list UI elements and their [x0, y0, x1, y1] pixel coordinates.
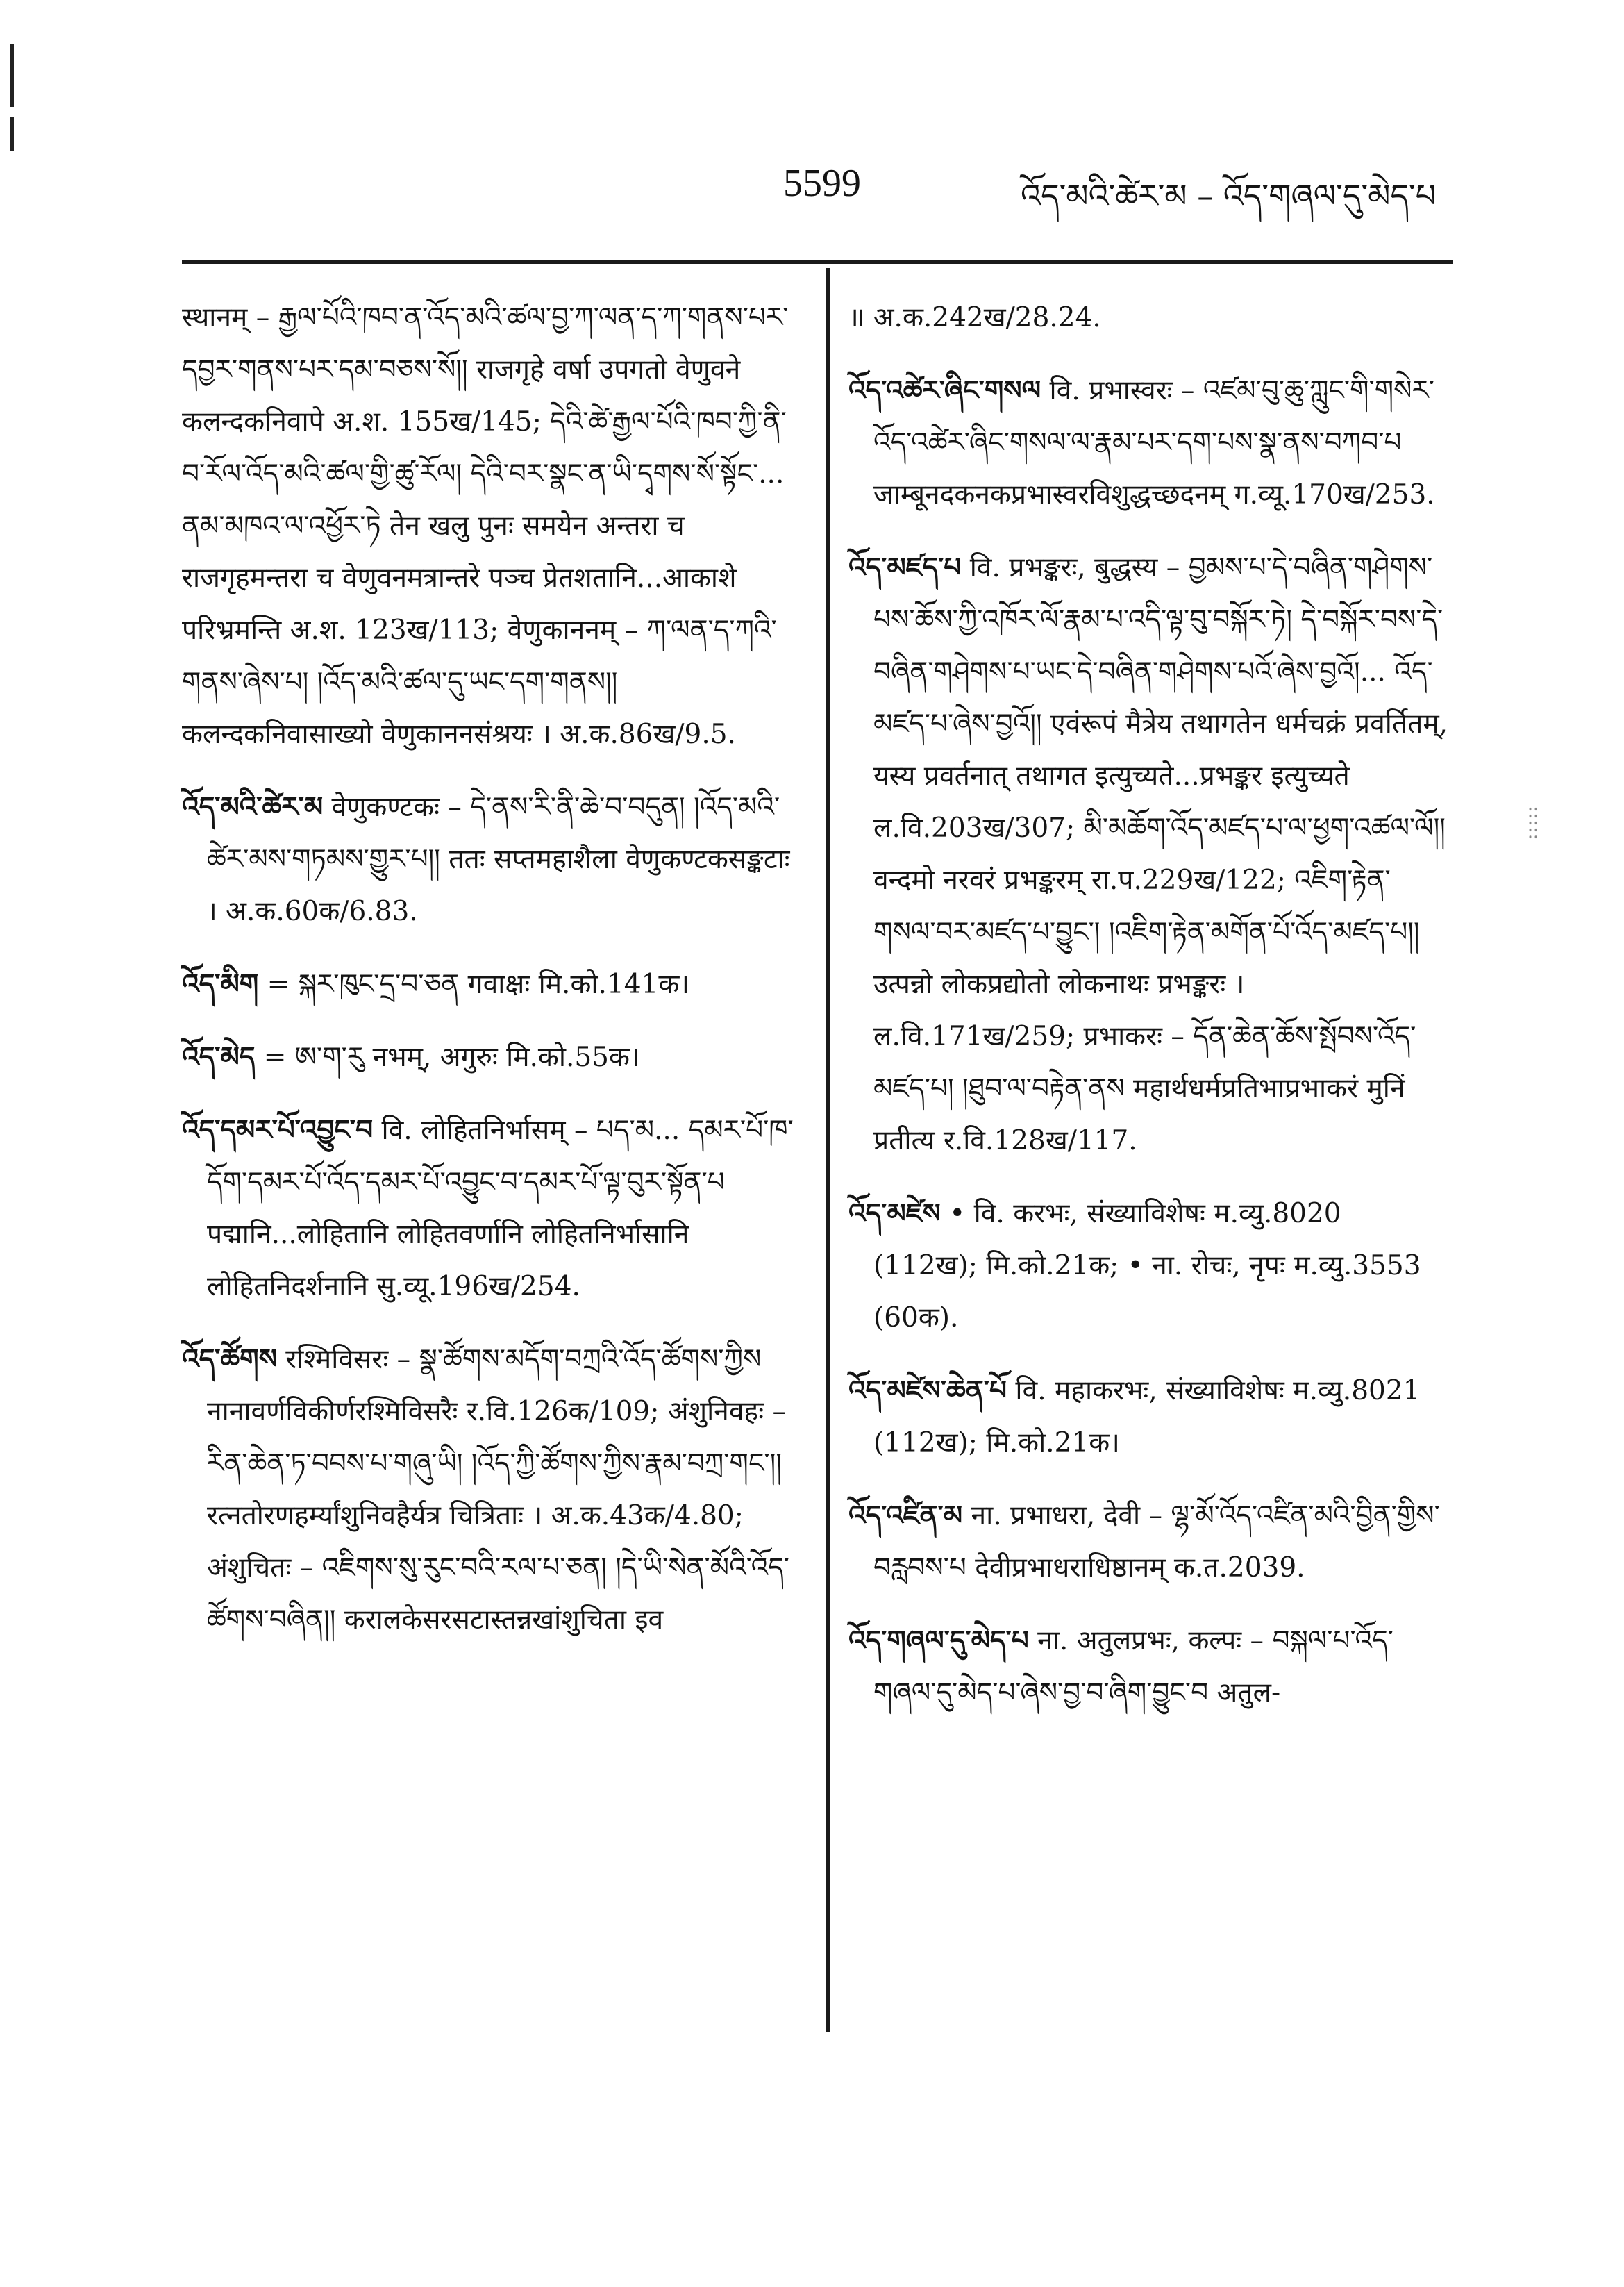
- running-head: འོད་མའི་ཚེར་མ – འོད་གཞལ་དུ་མེད་པ: [1021, 177, 1437, 215]
- entry-text: ना. प्रभाधरा, देवी – ལྷ་མོ་འོད་འཛིན་མའི་བྱིན་གྱིས་བརླབས་པ देवीप्रभाधराधिष्ठानम् क.त.2039.: [873, 1500, 1440, 1583]
- header-rule: [182, 260, 1453, 264]
- dictionary-entry: [182, 781, 807, 938]
- dictionary-entry: [182, 1104, 807, 1313]
- entry-headword: འོད་མཛད་པ: [848, 551, 962, 583]
- entry-text: ॥ अ.क.242ख/28.24.: [848, 302, 1101, 333]
- dictionary-entry: [848, 365, 1453, 521]
- dictionary-entry: [848, 542, 1453, 1167]
- entry-headword: འོད་གཞལ་དུ་མེད་པ: [848, 1624, 1029, 1656]
- entry-headword: འོད་འཛིན་མ: [848, 1499, 963, 1531]
- entry-headword: འོད་དམར་པོ་འབྱུང་བ: [182, 1114, 374, 1146]
- left-column: [182, 292, 807, 1667]
- entry-headword: འོད་མཛེས་ཆེན་པོ: [848, 1374, 1007, 1406]
- entry-headword: འོད་མཛེས: [848, 1197, 941, 1229]
- binding-mark: [10, 117, 14, 151]
- entry-text: वेणुकण्टकः – དེ་ནས་རི་ནི་ཆེ་བ་བདུན། །འོད་མའི་ཚེར་མས་གཏམས་གྱུར་པ།། ततः सप्तमहाशैला वेणुकण्टकसङ्कटाः । अ.क.60क/6.83.: [207, 792, 790, 927]
- entry-text: वि. प्रभङ्करः, बुद्धस्य – བྱམས་པ་དེ་བཞིན་གཤེགས་པས་ཆོས་ཀྱི་འཁོར་ལོ་རྣམ་པ་འདི་ལྟ་བུ་བསྐོར་ཏེ། དེ་བསྐོར་བས་དེ་བཞིན་གཤེགས་པ་ཡང་དེ་བཞིན་གཤེགས་པའོ་ཞེས་བྱའོ།... འོད་མཛད་པ་ཞེས་བྱའོ།། एवंरूपं मैत्रेय तथागतेन धर्मचक्रं प्रवर्तितम्, यस्य प्रवर्तनात् तथागत इत्युच्यते...प्रभङ्कर इत्युच्यते ल.वि.203ख/307; མི་མཆོག་འོད་མཛད་པ་ལ་ཕྱག་འཚལ་ལོ།། वन्दमो नरवरं प्रभङ्करम् रा.प.229ख/122; འཇིག་རྟེན་གསལ་བར་མཛད་པ་བྱུང་། །འཇིག་རྟེན་མགོན་པོ་འོད་མཛད་པ།། उत्पन्नो लोकप्रद्योतो लोकनाथः प्रभङ्करः । ल.वि.171ख/259; प्रभाकरः – དོན་ཆེན་ཆོས་སྤོབས་འོད་མཛད་པ། །ཐུབ་ལ་བརྟེན་ནས महार्थधर्मप्रतिभाप्रभाकरं मुनिं प्रतीत्य र.वि.128ख/117.: [873, 552, 1448, 1156]
- dictionary-entry: [848, 1365, 1453, 1469]
- entry-text: वि. प्रभास्वरः – འཛམ་བུ་ཆུ་ཀླུང་གི་གསེར་འོད་འཚེར་ཞིང་གསལ་ལ་རྣམ་པར་དག་པས་སྣ་ནས་བཀབ་པ जाम्बूनदकनकप्रभास्वरविशुद्धच्छदनम् ग.व्यू.170ख/253.: [873, 375, 1435, 510]
- dictionary-entry: [848, 292, 1453, 344]
- entry-text: = སྐར་ཁུང་དྲ་བ་ཅན गवाक्षः मि.को.141क।: [267, 969, 690, 1000]
- entry-headword: འོད་མེད: [182, 1041, 256, 1073]
- entry-text: स्थानम् – རྒྱལ་པོའི་ཁབ་ན་འོད་མའི་ཚལ་བྱ་ཀ་ལན་ད་ཀ་གནས་པར་དབྱར་གནས་པར་དམ་བཅས་སོ།། राजगृहे वर्षा उपगतो वेणुवने कलन्दकनिवापे अ.श. 155ख/145; དེའི་ཚེ་རྒྱལ་པོའི་ཁབ་ཀྱི་ནི་བ་རོལ་འོད་མའི་ཚལ་གྱི་ཚུ་རོལ། དེའི་བར་སྣང་ན་ཡི་དྭགས་སོ་སྟོང་... ནམ་མཁའ་ལ་འཕྱོར་ཏེ तेन खलु पुनः समयेन अन्तरा च राजगृहमन्तरा च वेणुवनमत्रान्तरे पञ्च प्रेतशतानि...आकाशे परिभ्रमन्ति अ.श. 123ख/113; वेणुकाननम् – ཀ་ལན་ད་ཀའི་གནས་ཞེས་པ། །འོད་མའི་ཚལ་དུ་ཡང་དག་གནས།། कलन्दकनिवासाख्यो वेणुकाननसंश्रयः । अ.क.86ख/9.5.: [182, 302, 789, 750]
- dictionary-entry: [848, 1490, 1453, 1594]
- page-number: 5599: [783, 162, 861, 205]
- dictionary-entry: [182, 292, 807, 760]
- entry-text: वि. लोहितनिर्भासम् – པད་མ... དམར་པོ་ཁ་དོག་དམར་པོ་འོད་དམར་པོ་འབྱུང་བ་དམར་པོ་ལྟ་བུར་སྟོན་པ पद्मानि...लोहितानि लोहितवर्णानि लोहितनिर्भासानि लोहितनिदर्शनानि सु.व्यू.196ख/254.: [207, 1115, 794, 1302]
- entry-headword: འོད་ཚོགས: [182, 1343, 277, 1375]
- entry-text: रश्मिविसरः – སྣ་ཚོགས་མདོག་བཀྲའི་འོད་ཚོགས་ཀྱིས नानावर्णविकीर्णरश्मिविसरैः र.वि.126क/109; अंशुनिवहः – རིན་ཆེན་ཏ་བབས་པ་གཞུ་ཡི། །འོད་ཀྱི་ཚོགས་ཀྱིས་རྣམ་བཀྲ་གང་།། रत्नतोरणहर्म्यांशुनिवहैर्यत्र चित्रिताः । अ.क.43क/4.80; अंशुचितः – འཇིགས་སུ་རུང་བའི་རལ་པ་ཅན། །དེ་ཡི་སེན་མོའི་འོད་ཚོགས་བཞིན།། करालकेसरसटास्तन्नखांशुचिता इव: [207, 1344, 789, 1636]
- entry-headword: འོད་མའི་ཚེར་མ: [182, 791, 324, 823]
- entry-text: ना. अतुलप्रभः, कल्पः – བསྐལ་པ་འོད་གཞལ་དུ་མེད་པ་ཞེས་བྱ་བ་ཞིག་བྱུང་བ अतुल-: [873, 1625, 1393, 1708]
- entry-text: • वि. करभः, संख्याविशेषः म.व्यु.8020 (112ख); मि.को.21क; • ना. रोचः, नृपः म.व्यु.3553 (60क).: [873, 1198, 1421, 1333]
- entry-headword: འོད་མིག: [182, 968, 259, 1000]
- dictionary-entry: [182, 1333, 807, 1646]
- entry-text: वि. महाकरभः, संख्याविशेषः म.व्यु.8021 (112ख); मि.को.21क।: [873, 1375, 1421, 1458]
- scan-specks: [1527, 806, 1540, 840]
- entry-text: = ཨ་ག་རུ नभम्, अगुरुः मि.को.55क।: [263, 1042, 640, 1073]
- dictionary-entry: [182, 1031, 807, 1083]
- entry-headword: འོད་འཚེར་ཞིང་གསལ: [848, 374, 1041, 406]
- binding-mark: [10, 44, 14, 107]
- dictionary-entry: [848, 1188, 1453, 1344]
- dictionary-entry: [182, 958, 807, 1011]
- dictionary-entry: [848, 1615, 1453, 1719]
- column-divider: [826, 268, 830, 2032]
- right-column: [848, 292, 1453, 1740]
